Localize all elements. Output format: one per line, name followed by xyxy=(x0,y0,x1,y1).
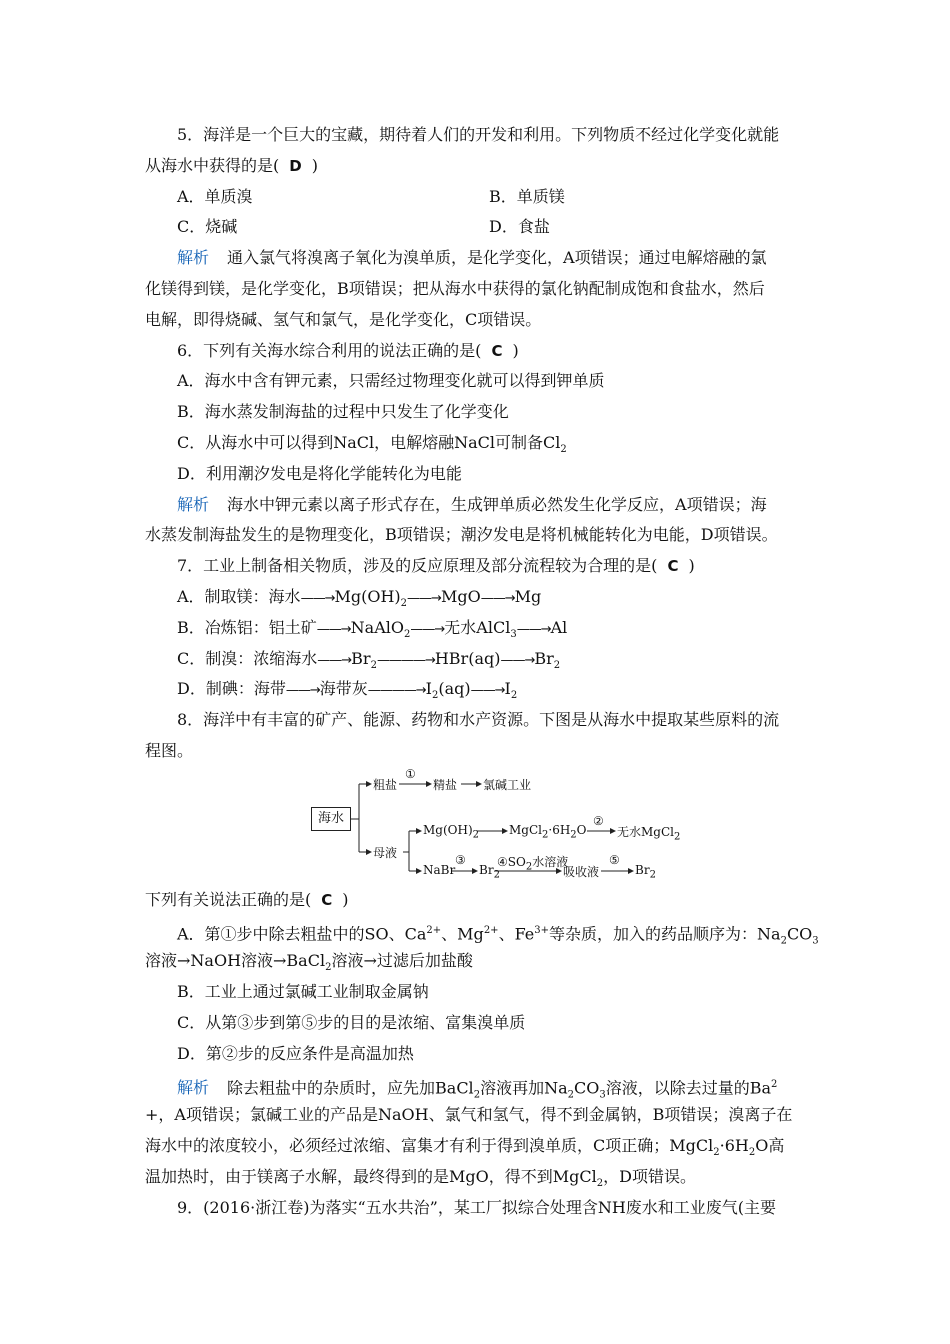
q5-options-row2 xyxy=(145,212,815,243)
q7-stem-text: 7．工业上制备相关物质，涉及的反应原理及部分流程较为合理的是( xyxy=(177,556,658,576)
q6-stem-text: 6．下列有关海水综合利用的说法正确的是( xyxy=(177,340,482,360)
q8-jx4-text2: ，D项错误。 xyxy=(603,1166,696,1186)
q7-c-step1: Br xyxy=(351,648,371,668)
arrow-icon: ——→ xyxy=(470,683,505,699)
anhydrous-text: 无水MgCl xyxy=(617,824,674,839)
arrow-icon: ——→ xyxy=(516,621,551,637)
q7-a-step3: Mg xyxy=(514,586,542,606)
q7-c-prefix: C．制溴：浓缩海水 xyxy=(177,648,318,668)
arrow-icon: ——→ xyxy=(407,590,441,606)
step4-text: ④SO xyxy=(497,854,526,869)
q5-stem-line2 xyxy=(145,151,815,182)
q8-a-text5: CO xyxy=(786,923,813,943)
q8-a-sup1: 2+ xyxy=(426,924,442,936)
arrow-icon: ——→ xyxy=(480,590,515,606)
q6-analysis-label: 解析 xyxy=(177,494,210,514)
q8-analysis-line1 xyxy=(145,1070,815,1101)
q8-a-sup3: 3+ xyxy=(534,924,550,936)
q8-jx3-text3: O高 xyxy=(755,1136,785,1156)
q6-option-c-sub: 2 xyxy=(560,444,567,456)
mgoh2-label xyxy=(423,823,479,840)
q5-analysis-line3: 电解，即得烧碱、氢气和氯气，是化学变化，C项错误。 xyxy=(145,309,542,329)
q8-jx1-text2: 溶液再加Na xyxy=(480,1077,568,1097)
q5-option-c: C．烧碱 xyxy=(177,217,238,237)
q5-option-a: A．单质溴 xyxy=(177,186,253,206)
q7-b-step1: NaAlO xyxy=(350,617,404,637)
arrow-icon: ——→ xyxy=(410,621,445,637)
q7-a-prefix: A．制取镁：海水 xyxy=(177,586,301,606)
br2-first-text: Br xyxy=(479,862,494,877)
step4-tail: 水溶液 xyxy=(532,854,569,869)
q5-stem-text: 从海水中获得的是( xyxy=(145,155,280,175)
step4-label xyxy=(497,853,568,872)
mgcl2-sub: 2 xyxy=(542,829,549,841)
mgoh2-text: Mg(OH) xyxy=(423,822,473,837)
chlor-alkali-label: 氯碱工业 xyxy=(483,777,532,792)
q8-option-b: B．工业上通过氯碱工业制取金属钠 xyxy=(177,982,429,1002)
q7-c-step1-sub: 2 xyxy=(370,659,377,671)
q6-option-c xyxy=(145,428,815,459)
seawater-flow-diagram xyxy=(145,767,815,885)
q8-analysis-line3 xyxy=(145,1131,815,1162)
arrow-icon: ——→ xyxy=(500,652,535,668)
q8-answer: C xyxy=(321,890,333,909)
mgcl2-o-text: O xyxy=(576,822,587,837)
anhydrous-sub: 2 xyxy=(674,831,681,843)
q8-a-sup2: 2+ xyxy=(483,924,499,936)
q8-jx1-text4: 溶液，以除去过量的Ba xyxy=(605,1077,772,1097)
q6-option-d: D．利用潮汐发电是将化学能转化为电能 xyxy=(177,463,462,483)
q8-stem-line1: 8．海洋中有丰富的矿产、能源、药物和水产资源。下图是从海水中提取某些原料的流 xyxy=(177,710,780,730)
q6-option-c-text: C．从海水中可以得到NaCl，电解熔融NaCl可制备Cl xyxy=(177,432,561,452)
q6-analysis-line1 xyxy=(145,490,815,521)
arrow-long-icon: ————→ xyxy=(367,683,426,699)
q8-a2-text1: 溶液→NaOH溶液→BaCl xyxy=(145,951,326,971)
nabr-label: NaBr xyxy=(423,862,456,877)
q5-analysis-label: 解析 xyxy=(177,248,210,268)
absorb-liquid-label: 吸收液 xyxy=(563,864,600,879)
document-page xyxy=(145,120,819,1224)
q7-d-prefix: D．制碘：海带 xyxy=(177,679,286,699)
q8-a-text3: 、Fe xyxy=(498,923,535,943)
q8-a2-text2: 溶液→过滤后加盐酸 xyxy=(331,951,473,971)
q8-jx3-text2: ·6H xyxy=(719,1136,749,1156)
mgcl2-hyd-text: ·6H xyxy=(548,822,571,837)
q8-analysis-line2: +，A项错误；氯碱工业的产品是NaOH、氯气和氢气，得不到金属钠，B项错误；溴离子在 xyxy=(145,1105,793,1125)
q8-jx4-sub: 2 xyxy=(596,1178,604,1190)
q8-jx1-sub2: 2 xyxy=(567,1089,574,1101)
q7-option-b xyxy=(145,613,815,644)
arrow-icon: ——→ xyxy=(285,683,320,699)
q5-option-b: B．单质镁 xyxy=(489,186,565,206)
q5-answer: D xyxy=(289,156,302,175)
arrow-icon: ——→ xyxy=(316,621,351,637)
q7-d-step2-sub: 2 xyxy=(432,690,439,702)
anhydrous-mgcl2-label xyxy=(617,823,680,842)
br2-first-sub: 2 xyxy=(493,869,500,881)
q7-d-step3: I xyxy=(504,679,511,699)
q6-option-b: B．海水蒸发制海盐的过程中只发生了化学变化 xyxy=(177,402,509,422)
mgcl2-text: MgCl xyxy=(509,822,542,837)
q5-analysis-line1 xyxy=(145,243,815,274)
q7-answer: C xyxy=(667,557,679,576)
q7-d-step1: 海带灰 xyxy=(319,679,368,699)
q7-option-d xyxy=(145,674,815,705)
q7-b-step3: Al xyxy=(550,617,568,637)
q7-option-a xyxy=(145,582,815,613)
q8-option-d: D．第②步的反应条件是高温加热 xyxy=(177,1043,414,1063)
q7-c-step3: Br xyxy=(534,648,554,668)
q8-question-text: 下列有关说法正确的是( xyxy=(145,889,312,909)
crude-salt-label: 粗盐 xyxy=(373,777,398,792)
q7-stem-paren: ) xyxy=(688,556,695,576)
q7-a-step2: MgO xyxy=(440,586,481,606)
q8-a-sub1: 2 xyxy=(780,935,787,947)
q7-b-step2: 无水AlCl xyxy=(444,617,511,637)
q5-analysis-text1: 通入氯气将溴离子氧化为溴单质，是化学变化，A项错误；通过电解熔融的氯 xyxy=(227,248,767,268)
step1-label: ① xyxy=(405,766,416,781)
q7-b-step2-sub: 3 xyxy=(510,628,517,640)
q8-question-paren: ) xyxy=(342,889,349,909)
q8-analysis-label: 解析 xyxy=(177,1077,210,1097)
q7-c-step2: HBr(aq) xyxy=(434,648,501,668)
q7-c-step3-sub: 2 xyxy=(553,659,561,671)
br2-final-sub: 2 xyxy=(649,869,656,881)
q8-a2-sub: 2 xyxy=(325,962,332,974)
q7-a-step1: Mg(OH) xyxy=(334,586,401,606)
q8-option-c: C．从第③步到第⑤步的目的是浓缩、富集溴单质 xyxy=(177,1012,526,1032)
q7-a-step1-sub: 2 xyxy=(400,598,408,610)
q7-b-step1-sub: 2 xyxy=(404,628,411,640)
q8-jx4-text1: 温加热时，由于镁离子水解，最终得到的是MgO，得不到MgCl xyxy=(145,1166,597,1186)
q6-stem-line xyxy=(145,336,815,367)
arrow-icon: ——→ xyxy=(300,590,335,606)
q8-a-sub2: 3 xyxy=(812,935,819,947)
q8-a-text2: 、Mg xyxy=(441,923,484,943)
q8-jx1-sub1: 2 xyxy=(473,1089,481,1101)
q5-option-d: D．食盐 xyxy=(489,217,550,237)
step3-label: ③ xyxy=(455,852,466,867)
q6-answer: C xyxy=(491,341,503,360)
step5-label: ⑤ xyxy=(609,852,620,867)
q8-jx1-sup: 2 xyxy=(771,1078,778,1090)
q8-jx1-text3: CO xyxy=(573,1077,600,1097)
q8-jx3-sub2: 2 xyxy=(748,1147,756,1159)
q6-analysis-line2: 水蒸发制海盐发生的是物理变化，B项错误；潮汐发电是将机械能转化为电能，D项错误。 xyxy=(145,525,778,545)
mgcl2-hydrate-label xyxy=(509,823,587,840)
br2-final-text: Br xyxy=(635,862,650,877)
q6-stem-paren: ) xyxy=(512,340,519,360)
q7-d-step2: I xyxy=(425,679,432,699)
q8-a-text4: 等杂质，加入的药品顺序为：Na xyxy=(549,923,781,943)
q8-jx1-text1: 除去粗盐中的杂质时，应先加BaCl xyxy=(227,1077,474,1097)
q6-option-a: A．海水中含有钾元素，只需经过物理变化就可以得到钾单质 xyxy=(177,371,605,391)
q5-stem-paren: ) xyxy=(311,155,318,175)
q8-jx3-text1: 海水中的浓度较小，必须经过浓缩、富集才有利于得到溴单质，C项正确；MgCl xyxy=(145,1136,714,1156)
q7-d-step3-sub: 2 xyxy=(510,690,518,702)
q9-stem-line: 9．(2016·浙江卷)为落实“五水共治”，某工厂拟综合处理含NH废水和工业废气(主要 xyxy=(177,1197,777,1217)
step2-label: ② xyxy=(593,813,604,828)
q8-a-text1: A．第①步中除去粗盐中的SO、Ca xyxy=(177,923,427,943)
seawater-box: 海水 xyxy=(311,807,351,831)
q8-jx1-sub3: 3 xyxy=(599,1089,606,1101)
q5-analysis-line2: 化镁得到镁，是化学变化，B项错误；把从海水中获得的氯化钠配制成饱和食盐水，然后 xyxy=(145,278,765,298)
arrow-icon: ——→ xyxy=(317,652,352,668)
mgoh2-sub: 2 xyxy=(472,829,480,841)
br2-final-label xyxy=(635,863,656,880)
q8-stem-line2: 程图。 xyxy=(145,740,194,760)
step4-sub: 2 xyxy=(525,861,533,873)
q6-analysis-text1: 海水中钾元素以离子形式存在，生成钾单质必然发生化学反应，A项错误；海 xyxy=(227,494,767,514)
q8-question-line xyxy=(145,885,815,916)
q7-d-step2-tail: (aq) xyxy=(438,679,471,699)
q7-stem-line xyxy=(145,551,815,582)
q7-b-prefix: B．冶炼铝：铝土矿 xyxy=(177,617,317,637)
q8-option-a-line2 xyxy=(145,946,815,977)
fine-salt-label: 精盐 xyxy=(433,777,458,792)
arrow-long-icon: ————→ xyxy=(376,652,435,668)
q8-option-a-line1 xyxy=(145,916,819,947)
q5-options-row1 xyxy=(145,182,815,213)
mother-liquor-label: 母液 xyxy=(373,845,398,860)
q7-option-c xyxy=(145,644,815,675)
q8-analysis-line4 xyxy=(145,1162,815,1193)
mgcl2-hyd-sub: 2 xyxy=(570,829,577,841)
q8-jx3-sub1: 2 xyxy=(713,1147,720,1159)
q5-stem-line1: 5．海洋是一个巨大的宝藏，期待着人们的开发和利用。下列物质不经过化学变化就能 xyxy=(177,125,780,144)
